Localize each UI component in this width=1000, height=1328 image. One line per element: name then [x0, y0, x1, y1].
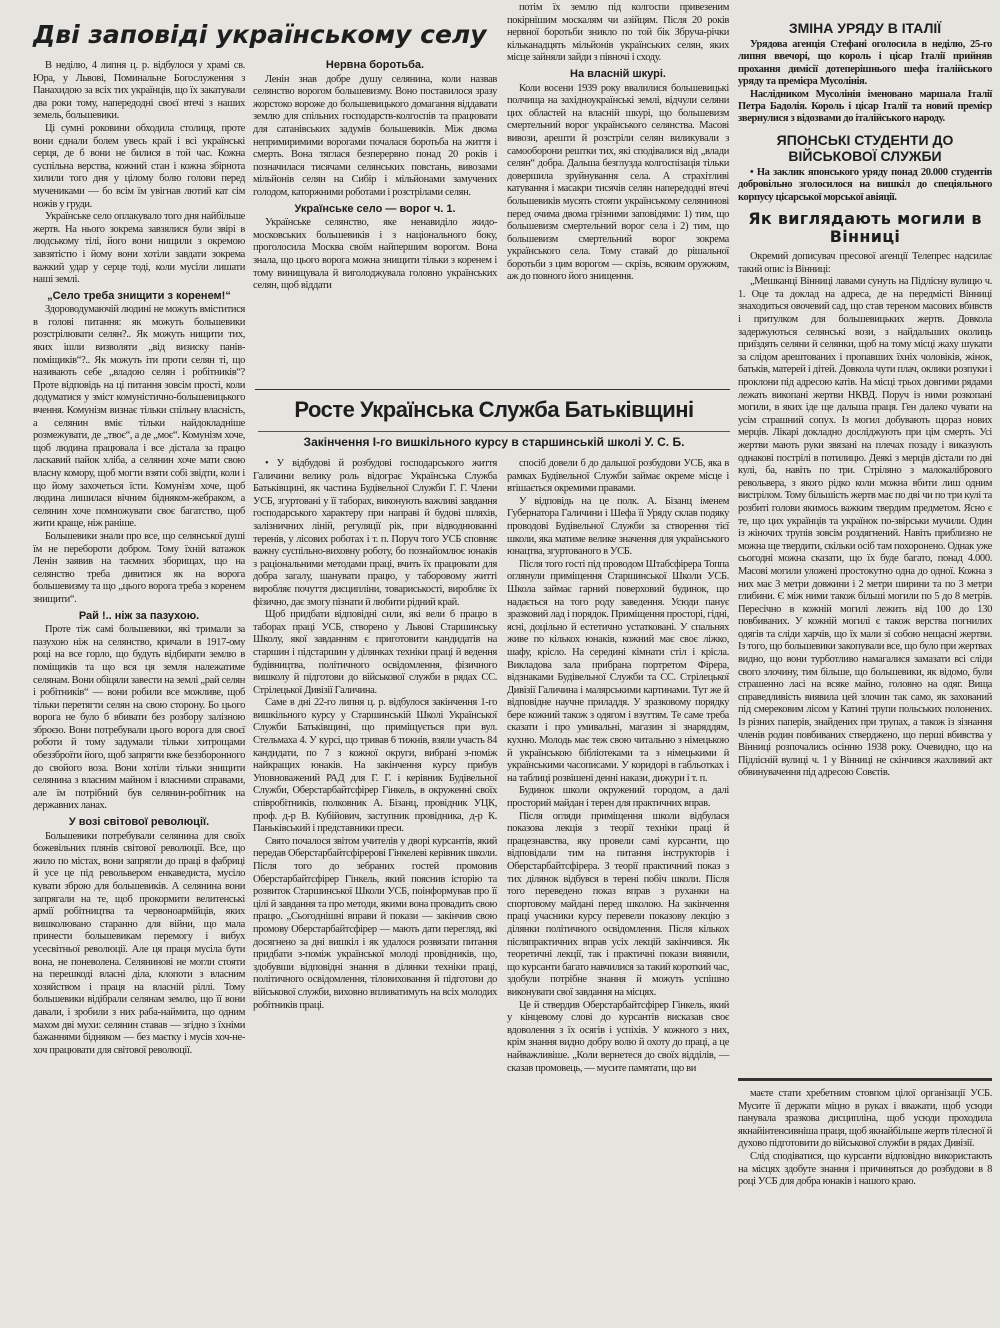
- paragraph: Большевики потребували селянина для своїх божевільних плянів світової революції. Все, що жило по містах, вони запрягли до праці в фабриці й усе це під револьвером енкаведиста, мусіло кувати зброю для большевиків. А селянина вони запрягали на те, щоб прокормити велитенські армії робітництва та червоноармійців, яких вишколювано старанно для війни, що мала принести большевикам перемогу і вибух усесвітньої революції. Але ця праця мусіла бути вона, не поневолена. Селянинові не могли стояти на перешкоді власні діла, клопоти з власним хозяйством і праця на власній ріллі. Тому большевики відібрали селянам землю, що її вони давали, і зробили з них раба-наймита, що одним махом дві мухи: селянин ставав — згідно з їхніми бажаннями бідняком — без маєтку і мусів хоч-не-хоч працювати для світової революції.: [33, 830, 245, 1056]
- paragraph: Українське село оплакувало того дня найбільше жертв. На нього зокрема завзялися були звірі в людському тілі, його вони нищили з окремою завзятістю і йому вони хотіли завдати зокрема важкий удар у серце тоді, коли мусіли лишати наші землі.: [33, 211, 245, 286]
- column-1: [33, 60, 245, 1057]
- divider: [255, 389, 730, 390]
- paragraph: Слід сподіватися, що курсанти відповідно використають на місцях здобуте знання і причиняться до розбудови в 8 році УСБ для добра юнаків і нашого краю.: [738, 1150, 992, 1188]
- paragraph: Це й ствердив Оберстарбайтсфірер Гінкель, який у кінцевому слові до курсантів висказав своє вдоволення з їх осягів і успіхів. У кожного з них, крім знання видно добру волю й охоту до праці, а це найважливіше. „Коли вернетеся до своїх відділів, — сказав промовець, — мусите памятати, що ви: [507, 999, 729, 1074]
- paragraph: потім їх землю під колгоспи привезеним покірнішим москалям чи азійцям. Після 20 років нервної боротьби зникло по той бік Збруча-річки кільканадцять мільйонів українських селян, яких місце зайняли зайди з півночі і сходу.: [507, 2, 729, 64]
- subheadline-usb: Закінчення І-го вишкільного курсу в старшинській школі У. С. Б.: [258, 431, 730, 449]
- divider: [738, 1078, 992, 1081]
- column-3-top: [507, 2, 729, 284]
- paragraph: Ленін знав добре душу селянина, коли назвав селянство ворогом большевизму. Воно поставилося зразу жорстоко вороже до большевицького домагання віддавати землю для спільних господарств-колгоспів та працювати для сатанівських задумів большевиків. Між двома непримиримими ворогами почалася боротьба на життя і смерть. Вона тяглася безперервно понад 20 років і позначилася тисячами селянських повстань, вивозами мільйонів селян на Сибір і мільйонами замучених голодом, каторжними роботами і розстрілами селян.: [253, 73, 497, 198]
- subheading: Рай !.. ніж за пазухою.: [78, 609, 200, 622]
- paragraph: Свято почалося звітом учителів у дворі курсантів, який передав Оберстарбайтсфірерові Гінкелеві керівник школи. Після того до зебраних гостей промовив Оберстарбайтсфірер Гінкель, який пояснив історію та розвиток Старшинської Школи УСБ, поінформував про її цілі й завдання та про методи, якими вона провадить свою працю. „Сьогоднішні вправи й покази — закінчив свою промову Оберстарбайтсфірер — мають дати перегляд, які досягнено за дні вишкіл і як удалося розвязати питання придбати з-поміж української молоді провідників, що, здобувши відповідні знання в ділянки техніки праці, політичного освідомлення, тіловиховання й підготови до військової служби, виховно впливатимуть на всіх молодих робітників праці.: [253, 835, 497, 1011]
- paragraph: Після огляди приміщення школи відбулася показова лекція з теорії техніки праці й працезнавства, яку провели самі курсанти, що відповідали тим на питання інструкторів і Оберстарбайтсфірера. З теорії практичний показ з тих ділянок відбувся в терені побіч школи. Після того переведено показ вправ з руханки на спортовому майдані перед школою. На закінчення праці учасники курсу перевели показову лекцію з ділянки політичного освідомлення. Після кількох післяпрактичних вправ усіх лекцій закінчився. Як теоретичні лекції, так і практичні покази виявили, що курсанти багато навчилися за такий короткий час, здобули потрібне знання й можуть успішно виконувати свої завдання на місцях.: [507, 810, 729, 998]
- paragraph: Проте тіж самі большевики, які тримали за пазухою ніж на селянство, кричали в 1917-ому році на все горло, що будуть відбирати землю в поміщиків та що вся ця земля належатиме селянам. Вони обіцяли завести на землі „рай селян і робітників“ — вони робили все можливе, щоб тільки перетягти селян на свою сторону. Бо цього ворога не було б вбивати без розбору залізною зброєю. Вони потребували цього ворога для своєї роботи й тому задумали тільки хитрощами обеззброїти його, щоб запрягти вже беззборонного до свойого воза. Вони хотіли тільки знищити селянина з власним майном і власними справами, але їм потрібний був селянин-робітник на державних ланах.: [33, 624, 245, 812]
- paragraph: Після того гості під проводом Штабсфірера Топпа оглянули приміщення Старшинської Школи УСБ. Школа займає гарний поверховий будинок, що надається на того роду заведення. Усюди панує зразковий лад і порядок. Приміщення просторі, гідні, ясні, доцільно й естетично устатковані. У спальнях живе по кількох юнаків, кожний має своє ліжко, шафу, крісло. На середині кімнати стіл і крісла. Викладова зала прибрана портретом Фірера, відзнаками Будівельної Служби та СС. Стрілецької Дивізії Галичина і малярськими картинами. Тут же й відповідне научне приладдя. У зразковому порядку бере кожний також з одягом і взуттям. Те саме треба сказати і про умивальні, магазин зі знаряддям, кухню. Молодь має теж свою читальню з німецькою й українською бібліотеками та з німецькими й українськими часописами. У коридорі в габльотках і на таблиці розвішені денні накази, дижури і т. п.: [507, 558, 729, 784]
- usb-article-header: [258, 392, 730, 449]
- paragraph: Українське селянство, яке ненавиділо жидо-московських большевиків і з національного боку, проголосила Москва своїм найпершим ворогом. Вона знала, що цього ворога можна знищити тільки з коренем і тому винищувала й виголоджувала головно українських селян, щоб віддати: [253, 217, 497, 292]
- column-4-top: [738, 14, 992, 780]
- subheading: „Село треба знищити з коренем!“: [47, 289, 231, 302]
- paragraph: Окремий дописувач пресової агенції Телепрес надсилає такий опис із Вінниці:: [738, 251, 992, 275]
- column-2-top: [253, 56, 497, 293]
- column-2-bottom: [253, 458, 497, 1012]
- paragraph: Саме в дні 22-го липня ц. р. відбулося закінчення 1-го вишкільного курсу у Старшинській Школі Української Служби Батьківщині, що приміщується при вул. Стельмаха 4. У курсі, що тривав 6 тижнів, взяли участь 84 кандидати, по 7 з кожної округи, вибрані з-поміж найкращих юнаків. На закінчення курсу прибув Уповноважений РАД для Г. Г. і керівник Будівельної Служби, Оберстарбайтсфірер Гінкель, в окруженні своїх співробітників, полковник А. Бізанц, провідник УЦК, проф. д-р В. Кубійович, заступник провідника, д-р К. Паньківський і представники преси.: [253, 697, 497, 835]
- headline: ЯПОНСЬКІ СТУДЕНТИ ДО ВІЙСЬКОВОЇ СЛУЖБИ: [776, 131, 954, 164]
- paragraph: Наслідником Мусолінія іменовано маршала Італії Петра Бадолія. Король і цісар Італії та новий премієр звернулися з відозвами до італійського народу.: [738, 88, 992, 125]
- subheading: На власній шкурі.: [570, 67, 666, 80]
- paragraph: Щоб придбати відповідні сили, які вели б працю в таборах праці УСБ, створено у Львові Старшинську Школу, якої завданням є приготовити кандидатів на старшин і підстаршин у ділянках техніки праці й ведення будівництва, політичного освідомлення, фізичного вишколу й підготови до військової служби в рядах СС. Стрілецької Дивізії Галичина.: [253, 609, 497, 696]
- paragraph: „Мешканці Вінниці лавами сунуть на Підлісну вулицю ч. 1. Оце та доклад на адреса, де на передмісті Вінниці знаходиться овочевий сад, що став тереном масових вбивств і притулком для большевицьких жертв. Довкола задержуються селянські вози, з найдальших околиць приїздять селяни й селянки, щоб на тому місці жаху шукати за слідом арештованих і пропавших їхніх чоловіків, жінок, батьків, матерей і дітей. Довкола чути плач, оклики розпуки і проклони під адресою катів. На місці трьох довгими рядами лежать викопані жертви НКВД. Поруч із ними розкопані могили, в яких іде ще дальша праця. Ген далеко чувати на усім страшний сопух. Із могил добувають щораз нових мерців. Лікарі докладно досліджують при цім смерть. Усі жертви мають руки звязані на плечах позаду і виказують однакові пострілі в потилицю. Деякі з мерців дістали по дві кулі, ба, навіть по три. Стріляно з малокалібрового револьвера, з якого рідко коли можна вбити лиш одним вистрілом. Тому більшість жертв має по дві чи по три кулі та розбиті голови якимось важким твердим предметом. Ясно є те, що цих українців та українок по-звірськи мучили. Один із жіночих трупів зовсім роздягнений. Навіть приблизно не можна ще твердити, скільки осіб там похоронено. Однак уже сьогодні можна сказати, що їх буде багато, понад 4.000. Масові могили уложені простокутно одна до одної. Кожна з них має 3 метри довжини і 2 метри ширини та по 3 метри глибини. Є між ними також більші могили по 5 до 8 метрів. Пересічно в кожній могилі лежить від 100 до 130 повбиваних. У кожній могилі є також верства погнилих одягів та сліди харчів, що їх мали зі собою нещасні жертви. Із того, що большевики закопували все, що було при жертвах видно, що вони турботливо намагалися замазати всі сліди свого злочину, тим більше, що большевики, як відомо, були страшенно ласі на всяке майно, головно на одяг. Вища справедливість виявила цей злочин так само, як захований під смерековим лісом у Катині трупи польських полонених. Із різних паперів, знайдених при трупах, а також із зізнання членів родин повбиваних стверджено, що перші вбивства у Вінниці розпочались осінню 1938 року. Очевидно, що на Підлісній вулиці ч. 1 у Вінниці не скінчився жахливий акт обвинувачення під адресою Совєтів.: [738, 276, 992, 779]
- headline: ЗМІНА УРЯДУ В ІТАЛІЇ: [788, 20, 942, 36]
- paragraph: У відповідь на це полк. А. Бізанц іменем Губернатора Галичини і Шефа її Уряду склав подяку проводові Будівельної Служби за створення тієї школи, яка матиме велике значення для українського юнацтва, згуртованого в УСБ.: [507, 495, 729, 558]
- headline-roste-usb: Росте Українська Служба Батьківщині: [294, 397, 694, 422]
- subheading: Нервна боротьба.: [325, 59, 425, 71]
- headline: Як виглядають могили в Вінниці: [748, 209, 982, 247]
- paragraph: Ці сумні роковини обходила столиця, проте вони єднали болем увесь край і всі українські серця, де б вони не билися в той час. Кожна суспільна верства, кожний стан і кожна збірнота хилили того дня у цілому болю голови перед мучениками — бо всім їм увігнав лютий кат сім ножів у груди.: [33, 122, 245, 210]
- paragraph: • У відбудові й розбудові господарського життя Галичини велику роль відограє Українська Служба Батьківщині, як частина Будівельної Служби Г. Г. Члени УСБ, згуртовані у її таборах, виконують важливі завдання господарського характеру при направі й будові шляхів, залізничних ліній, регуляції рік, при відводнюванні теренів, у лісових роботах і т. п. Поруч того УСБ сповняє важну суспільно-виховну роботу, бо познайомлює юнаків з раціональними методами праці, вчить їх працювати для добра загалу, шанувати працю, у таборовому житті виробляє почуття дисципліни, товариськості, виробляє їх фізично, дає змогу пізнати й любити рідний край.: [253, 458, 497, 608]
- paragraph: Будинок школи окружений городом, а далі просторий майдан і терен для практичних вправ.: [507, 785, 729, 810]
- subheading: У возі світової революції.: [68, 816, 210, 829]
- paragraph: В неділю, 4 липня ц. р. відбулося у храмі св. Юра, у Львові, Поминальне Богослуження з Панахидою за всіх тих українців, що їх закатували два роки тому, напередодні своєї втечі з наших земель, большевики.: [33, 60, 245, 122]
- paragraph: Урядова агенція Стефані оголосила в неділю, 25-го липня ввечорі, що король і цісар Італії прийняв прохання димісії дотеперішнього шефа італійського уряду та премієра Мусолінія.: [738, 39, 992, 88]
- paragraph: спосіб довели б до дальшої розбудови УСБ, яка в рамках Будівельної Служби займає окреме місце і втішається окремими правами.: [507, 458, 729, 495]
- subheading: Українське село — ворог ч. 1.: [294, 202, 456, 215]
- paragraph: маєте стати хребетним стовпом цілої організації УСБ. Мусите її держати міцно в руках і вважати, щоб усюди панувала зразкова дисципліна, щоб усюди проходила якнайінтенсивніша праця, щоб якнайбільше жертв тілесної й духово підготовити до військової служби в рядах Дивізії.: [738, 1088, 992, 1150]
- column-4-bottom: [738, 1088, 992, 1189]
- paragraph: Коли восени 1939 року ввалилися большевицькі полчища на західноукраїнські землі, відчули селяни цих областей на власній шкурі, що большевизм смертельний ворог українського селянства. Масові вивози, арешти й розстріли селян виликували з самооборони рештки тих, які сподівалися від „влади селян“ добра. Дальша безглузда колгоспізація тільки довершила зруйнування села. А страхітливі катування і масакри тисячів селян напередодні втечі большевиків мусять стояти українському селянинові перед очима двома грізними заповідями: 1) тим, що большевизм смертельний ворог села і 2) тим, що большевизм смертельний ворог зокрема українського села. Тому ставай до рішальної боротьби з цим ворогом — скрізь, всяким оружжям, аж до повного його знищення.: [507, 82, 729, 283]
- column-3-bottom: [507, 458, 729, 1075]
- headline-dvi-zapovidi: Дві заповіді українському селу: [33, 20, 487, 49]
- paragraph: • На заклик японського уряду понад 20.000 студентів добровільно зголосилося на вишкіл до спеціяльного корпусу цісарської морської авіяції.: [738, 166, 992, 203]
- paragraph: Здороводумаючій людині не можуть вміститися в голові питання: як можуть большевики розстрілювати селян?.. Як можуть нищити тих, яких ішли визволяти „від визиску панів-поміщиків“?.. Як можуть іти проти селян ті, що називають себе „владою селян і робітників“? Проте відповідь на ці питання зовсім прості, коли додуматися у зміст комуністично-большевицького вчення. Комунізм визнає тільки спільну власність, а селянин вміє тільки найдокладніше розмежувати, де „твоє“, а де „моє“. Комунізм хоче, щоб людина працювала і все дістала за працю ласкавий пайок хліба, а селянин хоче мати свою власну комору, щоб могти взяти собі звідти, коли і що йому захочеться їсти. Комунізм хоче, щоб людина лишилася вічним бідняком-жебраком, а селянин хоче помножувати своє багатство, щоб жити краще, ніж раніше.: [33, 304, 245, 530]
- paragraph: Большевики знали про все, що селянської душі їм не перебороти добром. Тому їхній ватажок Ленін заявив на таємних зборищах, що на селянство треба дивитися як на ворога большевизму та що „цього ворога треба з коренем знищити“.: [33, 530, 245, 605]
